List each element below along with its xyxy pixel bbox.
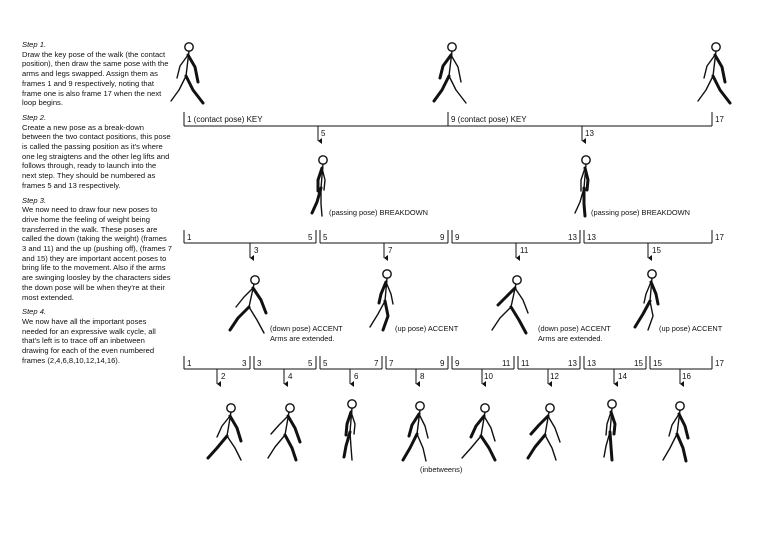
walk-figure-frame-7 xyxy=(370,270,393,330)
walk-figure-frame-2 xyxy=(208,404,241,460)
frame-number: 1 xyxy=(187,233,192,242)
frame-number: 13 xyxy=(568,359,577,368)
frame-number: 11 xyxy=(502,359,511,368)
walk-figure-frame-14 xyxy=(604,400,616,460)
walk-figure-frame-6 xyxy=(344,400,356,460)
frame-number: 9 xyxy=(440,359,445,368)
walk-figure-frame-16 xyxy=(663,402,688,461)
frame-number: 3 xyxy=(242,359,247,368)
frame-number: 5 xyxy=(308,359,313,368)
frame-number: 17 xyxy=(715,233,724,242)
frame-number: 15 xyxy=(634,359,643,368)
pose-label: (down pose) ACCENT xyxy=(538,324,611,333)
step-body: We now have all the important poses needed for an expressive walk cycle, all that's left is to trace off an inbetween drawing for each of the even numbered frames (2,4,6,8,10,12,14,16). xyxy=(22,316,156,365)
walk-figure-frame-9 xyxy=(434,43,466,103)
walk-figure-frame-12 xyxy=(528,404,560,460)
frame-number: 7 xyxy=(374,359,379,368)
walk-figure-frame-5 xyxy=(312,156,327,216)
frame-number: 13 xyxy=(587,233,596,242)
frame-number: 13 xyxy=(568,233,577,242)
accent-mark: 3 xyxy=(254,246,259,255)
accent-mark: 15 xyxy=(652,246,661,255)
walk-figure-frame-3 xyxy=(230,276,266,333)
frame-number: 9 (contact pose) KEY xyxy=(451,115,527,124)
row3-frame-numbers xyxy=(187,359,724,368)
row3-timeline xyxy=(184,356,712,384)
frame-number: 9 xyxy=(455,233,460,242)
walk-figure-frame-10 xyxy=(462,404,495,460)
step-body: We now need to draw four new poses to drive home the feeling of weight being transferred in the walk. These poses are called the down (taking the weight) (frames 3 and 11) and the up (pushing off), (frames 7 and 15) they are important accent poses to bring life to the movement. Also if the arms are swinging loosley by the characters sides the down pose will be when they're at their most extended. xyxy=(22,205,172,302)
inbetween-mark: 16 xyxy=(682,372,691,381)
walk-figure-frame-15 xyxy=(635,270,658,330)
frame-number: 9 xyxy=(440,233,445,242)
pose-label: (up pose) ACCENT xyxy=(659,324,723,333)
inbetweens-label: (inbetweens) xyxy=(420,465,463,474)
inbetween-mark: 2 xyxy=(221,372,226,381)
inbetween-mark: 12 xyxy=(550,372,559,381)
accent-mark: 7 xyxy=(388,246,393,255)
frame-number: 5 xyxy=(308,233,313,242)
breakdown-mark: 5 xyxy=(321,129,326,138)
frame-number: 5 xyxy=(323,233,328,242)
pose-label: (passing pose) BREAKDOWN xyxy=(591,208,690,217)
inbetween-mark: 4 xyxy=(288,372,293,381)
frame-number: 5 xyxy=(323,359,328,368)
frame-number: 15 xyxy=(653,359,662,368)
inbetween-mark: 10 xyxy=(484,372,493,381)
frame-number: 17 xyxy=(715,359,724,368)
frame-number: 11 xyxy=(521,359,530,368)
accent-mark: 11 xyxy=(520,246,529,255)
pose-label: (down pose) ACCENT xyxy=(270,324,343,333)
breakdown-mark: 13 xyxy=(585,129,594,138)
step-body: Create a new pose as a break-down between the two contact positions, this pose is called the passing position as it's where one leg straigtens and the other leg lifts and follows through, ready to launch into the next step. They should be numbered as frames 5 and 13 respectively. xyxy=(22,122,171,190)
frame-number: 3 xyxy=(257,359,262,368)
walk-figure-frame-17 xyxy=(698,43,730,103)
step-title: Step 2. xyxy=(22,112,47,122)
walk-figure-frame-8 xyxy=(403,402,428,461)
pose-label: (passing pose) BREAKDOWN xyxy=(329,208,428,217)
walk-figure-frame-13 xyxy=(575,156,590,216)
step-title: Step 4. xyxy=(22,307,47,317)
frame-number: 17 xyxy=(715,115,724,124)
row3-inbetween-marks xyxy=(221,372,691,381)
frame-number: 13 xyxy=(587,359,596,368)
frame-number: 7 xyxy=(389,359,394,368)
frame-number: 1 (contact pose) KEY xyxy=(187,115,263,124)
inbetween-mark: 6 xyxy=(354,372,359,381)
row2-timeline xyxy=(184,230,712,258)
step-title: Step 1. xyxy=(22,40,47,49)
inbetween-mark: 14 xyxy=(618,372,627,381)
walk-figure-frame-1 xyxy=(171,43,203,103)
row1-timeline xyxy=(184,112,712,141)
inbetween-mark: 8 xyxy=(420,372,425,381)
pose-label: (up pose) ACCENT xyxy=(395,324,459,333)
step-body: Draw the key pose of the walk (the contact position), then draw the same pose with the arms and legs swapped. Assign them as frames 1 and 9 respectively, noting that frame one is also frame 17 when the next loop begins. xyxy=(22,49,169,108)
walk-figure-frame-11 xyxy=(492,276,528,333)
step-title: Step 3. xyxy=(22,195,47,205)
pose-label: Arms are extended. xyxy=(270,334,335,343)
frame-number: 1 xyxy=(187,359,192,368)
frame-number: 9 xyxy=(455,359,460,368)
pose-label: Arms are extended. xyxy=(538,334,603,343)
walk-figure-frame-4 xyxy=(268,404,300,460)
